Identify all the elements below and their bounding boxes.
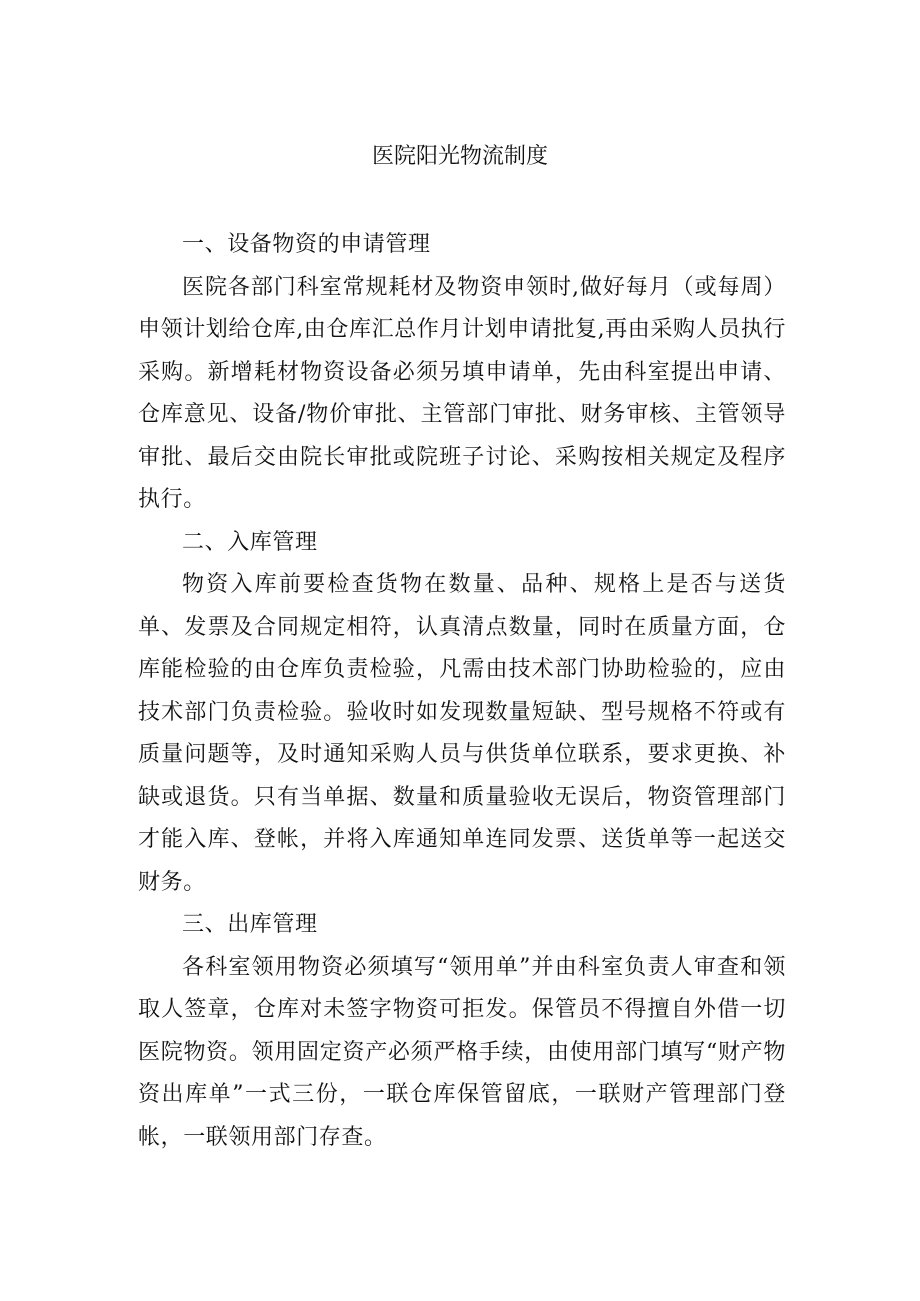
section-paragraph-outbound: 各科室领用物资必须填写“领用单”并由科室负责人审查和领取人签章，仓库对未签字物资可拒发。保管员不得擅自外借一切医院物资。领用固定资产必须严格手续，由使用部门填写“财产物资出库单”一式三份，一联仓库保管留底，一联财产管理部门登帐，一联领用部门存查。	[138, 954, 786, 1150]
section-heading-outbound: 三、出库管理	[182, 912, 318, 937]
document-body	[138, 224, 786, 1159]
section-heading-application: 一、设备物资的申请管理	[182, 232, 431, 257]
document-title: 医院阳光物流制度	[371, 144, 548, 169]
section-paragraph-inbound: 物资入库前要检查货物在数量、品种、规格上是否与送货单、发票及合同规定相符，认真清点数量，同时在质量方面，仓库能检验的由仓库负责检验，凡需由技术部门协助检验的，应由技术部门负责检验。验收时如发现数量短缺、型号规格不符或有质量问题等，及时通知采购人员与供货单位联系，要求更换、补缺或退货。只有当单据、数量和质量验收无误后，物资管理部门才能入库、登帐，并将入库通知单连同发票、送货单等一起送交财务。	[138, 572, 786, 895]
section-paragraph-application: 医院各部门科室常规耗材及物资申领时,做好每月（或每周）申领计划给仓库,由仓库汇总作月计划申请批复,再由采购人员执行采购。新增耗材物资设备必须另填申请单，先由科室提出申请、仓库意见、设备/物价审批、主管部门审批、财务审核、主管领导审批、最后交由院长审批或院班子讨论、采购按相关规定及程序执行。	[138, 274, 786, 512]
section-heading-inbound: 二、入库管理	[182, 529, 318, 555]
